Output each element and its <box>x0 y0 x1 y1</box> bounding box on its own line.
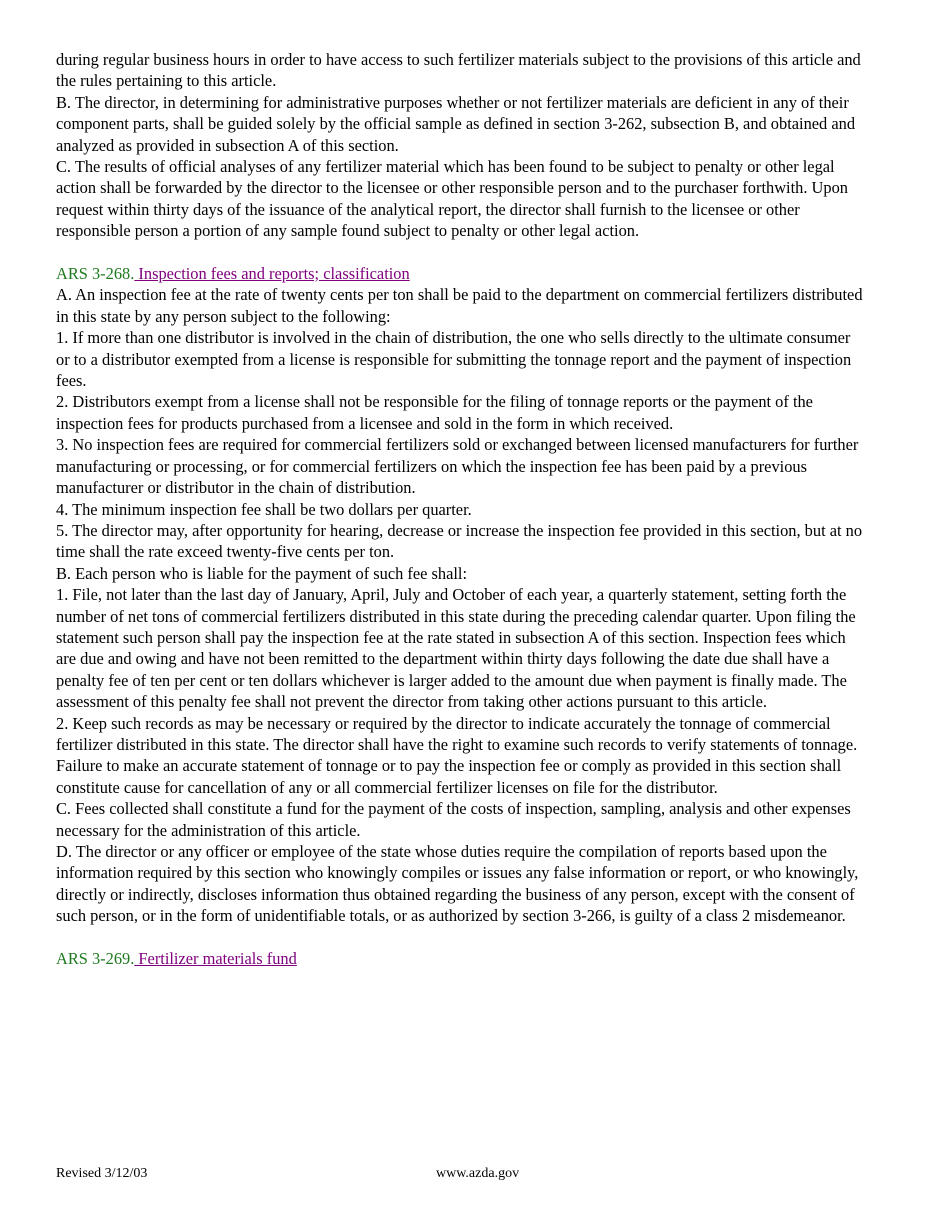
paragraph-b: B. The director, in determining for administrative purposes whether or not fertilizer materials are deficient in any of their component parts, shall be guided solely by the official sample as defined in section 3-262, subsection B, and obtained and analyzed as provided in subsection A of this section. <box>56 92 856 155</box>
s268-item-2: 2. Distributors exempt from a license shall not be responsible for the filing of tonnage reports or the payment of the inspection fees for products purchased from a licensee and sold in the form in which received. <box>56 392 813 433</box>
s268-paragraph-a: A. An inspection fee at the rate of twenty cents per ton shall be paid to the department on commercial fertilizers distributed in this state by any person subject to the following: <box>56 285 863 326</box>
section-number: ARS 3-268. <box>56 264 135 284</box>
s268-b-item-2: 2. Keep such records as may be necessary or required by the director to indicate accurately the tonnage of commercial fertilizer distributed in this state. The director shall have the right to examine such records to verify statements of tonnage. Failure to make an accurate statement of tonnage or to pay the inspection fee or comply as provided in this section shall constitute cause for cancellation of any or all commercial fertilizer licenses on file for the distributor. <box>56 713 858 797</box>
paragraph-c: C. The results of official analyses of any fertilizer material which has been found to be subject to penalty or other legal action shall be forwarded by the director to the licensee or other responsible person and to the purchaser forthwith. Upon request within thirty days of the issuance of the analytical report, the director shall furnish to the licensee or other responsible person a portion of any sample found subject to penalty or other legal action. <box>56 157 848 241</box>
spacer <box>56 927 868 948</box>
section-number: ARS 3-269. <box>56 949 135 969</box>
s268-paragraph-b: B. Each person who is liable for the payment of such fee shall: <box>56 563 468 583</box>
revised-date: Revised 3/12/03 <box>56 1166 148 1181</box>
paragraph-continuation: during regular business hours in order to have access to such fertilizer materials subject to the provisions of this article and the rules pertaining to this article. <box>56 50 861 91</box>
s268-paragraph-d: D. The director or any officer or employee of the state whose duties require the compilation of reports based upon the information required by this section who knowingly compiles or issues any false information or report, or who knowingly, directly or indirectly, discloses information thus obtained regarding the business of any person, except with the consent of such person, or in the form of unidentifiable totals, or as authorized by section 3-266, is guilty of a class 2 misdemeanor. <box>56 842 859 926</box>
section-title-link[interactable]: Inspection fees and reports; classification <box>134 264 410 284</box>
s268-item-5: 5. The director may, after opportunity for hearing, decrease or increase the inspection fee provided in this section, but at no time shall the rate exceed twenty-five cents per ton. <box>56 520 863 562</box>
section-heading-3-268 <box>56 263 868 284</box>
s268-item-1: 1. If more than one distributor is involved in the chain of distribution, the one who sells directly to the ultimate consumer or to a distributor exempted from a license is responsible for submitting the tonnage report and the payment of inspection fees. <box>56 328 852 391</box>
section-title-link[interactable]: Fertilizer materials fund <box>134 949 297 969</box>
s268-item-3: 3. No inspection fees are required for commercial fertilizers sold or exchanged between licensed manufacturers for further manufacturing or processing, or for commercial fertilizers on which the inspection fee has been paid by a previous manufacturer or distributor in the chain of distribution. <box>56 435 859 498</box>
s268-item-4: 4. The minimum inspection fee shall be two dollars per quarter. <box>56 499 472 519</box>
section-heading-3-269 <box>56 948 868 969</box>
s268-b-item-1: 1. File, not later than the last day of January, April, July and October of each year, a quarterly statement, setting forth the number of net tons of commercial fertilizers distributed in this state during the preceding calendar quarter. Upon filing the statement such person shall pay the inspection fee at the rate stated in subsection A of this section. Inspection fees which are due and owing and have not been remitted to the department within thirty days following the date due shall have a penalty fee of ten per cent or ten dollars whichever is larger added to the amount due when payment is finally made. The assessment of this penalty fee shall not prevent the director from taking other actions pursuant to this article. <box>56 585 856 712</box>
document-body <box>56 49 868 969</box>
spacer <box>56 242 868 263</box>
s268-paragraph-c: C. Fees collected shall constitute a fund for the payment of the costs of inspection, sampling, analysis and other expenses necessary for the administration of this article. <box>56 799 851 840</box>
footer-website: www.azda.gov <box>436 1166 520 1181</box>
